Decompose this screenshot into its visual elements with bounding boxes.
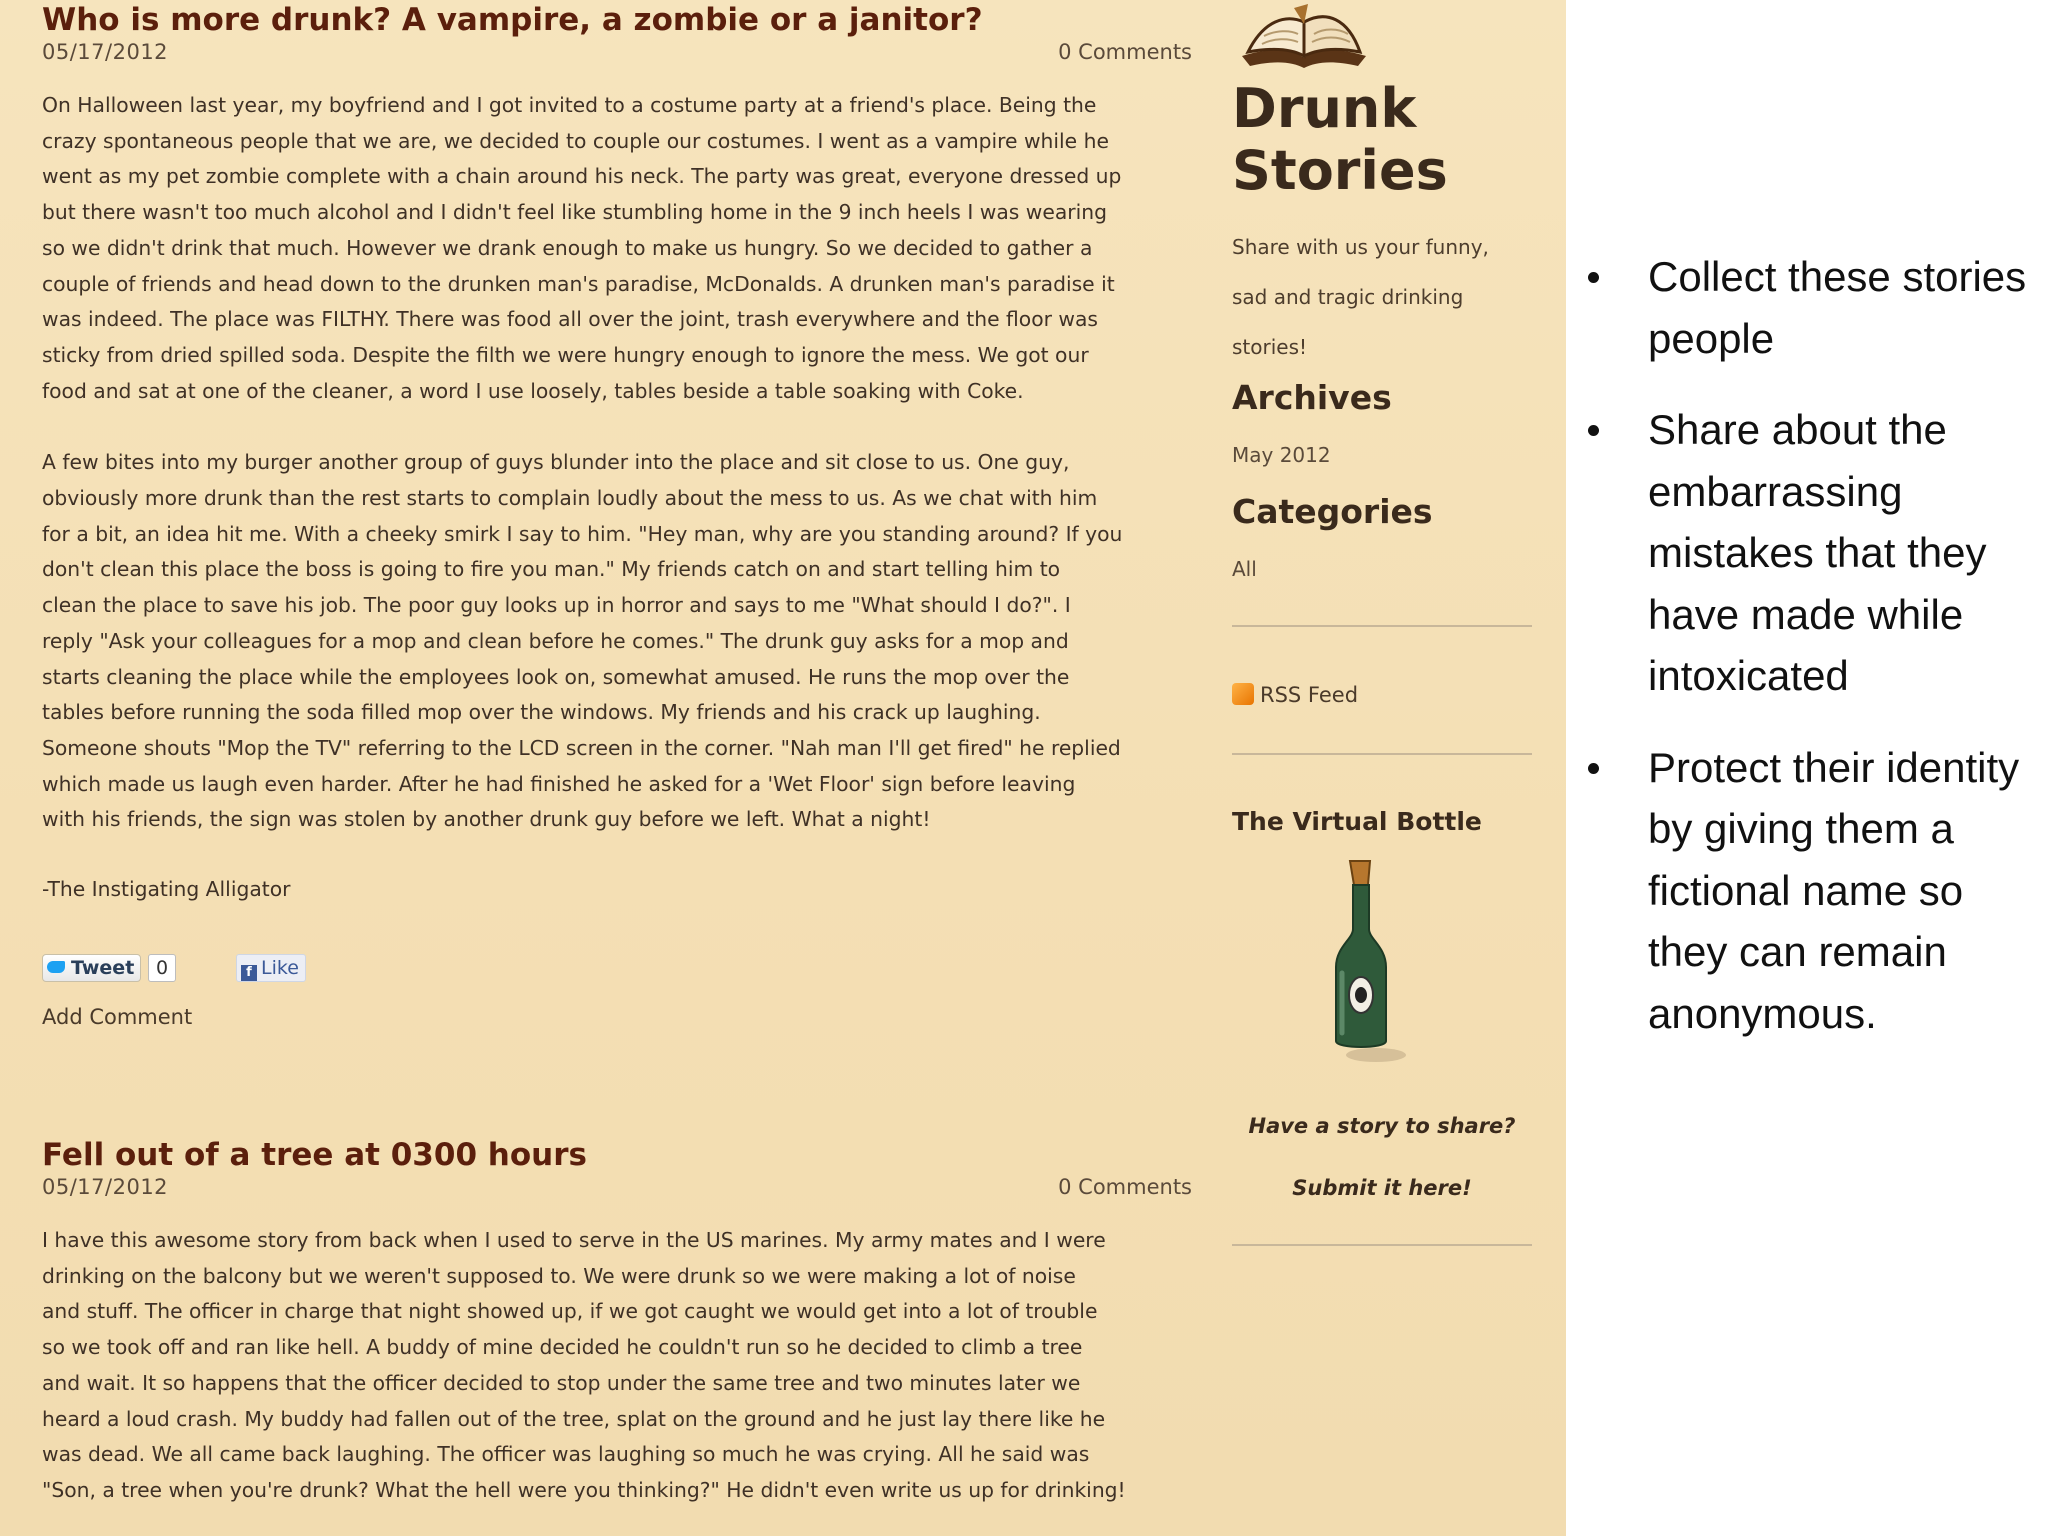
comments-link[interactable]: 0 Comments [1058,40,1192,64]
divider [1232,1244,1532,1246]
bullet-dot [1588,763,1599,774]
text-line: with his friends, the sign was stolen by another drunk guy before we left. What a night! [42,807,931,832]
main-column [42,0,1192,1502]
post-paragraph [42,445,1192,838]
text-line: sticky from dried spilled soda. Despite the filth we were hungry enough to ignore the mess. We got our [42,342,1089,367]
post-body [42,88,1192,838]
bullet-item [1580,737,2040,1045]
tagline-line: stories! [1232,335,1308,359]
archive-link-may-2012[interactable]: May 2012 [1232,443,1331,467]
open-book-icon [1234,0,1374,72]
blog-post [42,0,1192,1032]
text-line: don't clean this place the boss is going to fire you man." My friends catch on and start telling him to [42,557,1061,582]
site-tagline [1232,222,1532,372]
text-line: so we took off and ran like hell. A buddy of mine decided he couldn't run so he decided to climb a tree [42,1335,1083,1360]
rss-icon [1232,683,1254,705]
share-story-prompt: Have a story to share? [1248,1114,1516,1138]
slide-bullet-list [1580,246,2040,1044]
text-line: tables before running the soda filled mop over the windows. My friends and his crack up laughing. [42,700,1041,725]
text-line: but there wasn't too much alcohol and I didn't feel like stumbling home in the 9 inch heels I was wearing [42,200,1107,225]
bullet-item [1580,246,2040,369]
text-line: heard a loud crash. My buddy had fallen out of the tree, splat on the ground and he just lay there like he [42,1406,1106,1431]
text-line: food and sat at one of the cleaner, a word I use loosely, tables beside a table soaking with Coke. [42,378,1024,403]
rss-label: RSS Feed [1260,683,1359,707]
tweet-label: Tweet [71,957,135,980]
categories-heading: Categories [1232,492,1433,531]
bullet-text: Protect their identity by giving them a fictional name so they can remain anonymous. [1648,743,2020,1037]
post-title-link[interactable]: Fell out of a tree at 0300 hours [42,1137,587,1173]
like-label: Like [261,957,299,980]
text-line: On Halloween last year, my boyfriend and I got invited to a costume party at a friend's place. Being the [42,93,1097,117]
text-line: Someone shouts "Mop the TV" referring to the LCD screen in the corner. "Nah man I'll get fired" he replied [42,735,1121,760]
post-meta [42,40,1192,70]
blog-post [42,1135,1192,1509]
tagline-line: Share with us your funny, [1232,235,1489,259]
rss-feed-link[interactable] [1232,683,1358,707]
site-title-line: Drunk [1232,77,1417,140]
archives-heading: Archives [1232,378,1392,417]
facebook-like-button[interactable] [236,954,306,982]
post-date: 05/17/2012 [42,40,169,64]
text-line: was dead. We all came back laughing. The officer was laughing so much he was crying. All he said was [42,1442,1090,1467]
text-line: was indeed. The place was FILTHY. There was food all over the joint, trash everywhere and the floor was [42,307,1098,332]
share-row [42,952,1192,988]
submit-story-link[interactable]: Submit it here! [1292,1176,1472,1200]
tweet-count: 0 [148,954,176,982]
post-title-link[interactable]: Who is more drunk? A vampire, a zombie or a janitor? [42,2,983,38]
text-line: for a bit, an idea hit me. With a cheeky smirk I say to him. "Hey man, why are you standing around? If you [42,521,1123,546]
twitter-bird-icon [47,961,65,973]
bottle-icon[interactable] [1320,855,1410,1065]
add-comment-link[interactable]: Add Comment [42,1005,193,1030]
bullet-text: Collect these stories people [1648,253,2027,362]
text-line: drinking on the balcony but we weren't supposed to. We were drunk so we were making a lot of noise [42,1263,1076,1288]
text-line: crazy spontaneous people that we are, we decided to couple our costumes. I went as a vampire while he [42,128,1109,153]
text-line: went as my pet zombie complete with a chain around his neck. The party was great, everyone dressed up [42,164,1122,189]
post-meta [42,1175,1192,1205]
text-line: "Son, a tree when you're drunk? What the hell were you thinking?" He didn't even write us up for drinking! [42,1477,1126,1502]
post-paragraph [42,88,1192,409]
tagline-line: sad and tragic drinking [1232,285,1464,309]
text-line: and wait. It so happens that the officer decided to stop under the same tree and two minutes later we [42,1370,1081,1395]
text-line: I have this awesome story from back when I used to serve in the US marines. My army mates and I were [42,1228,1106,1252]
text-line: so we didn't drink that much. However we drank enough to make us hungry. So we decided to gather a [42,235,1093,260]
post-date: 05/17/2012 [42,1175,169,1199]
post-body [42,1223,1192,1509]
text-line: reply "Ask your colleagues for a mop and clean before he comes." The drunk guy asks for a mop and [42,628,1069,653]
category-link-all[interactable]: All [1232,557,1257,581]
site-title-line: Stories [1232,139,1448,202]
bullet-dot [1588,425,1599,436]
site-title[interactable] [1232,78,1448,202]
text-line: clean the place to save his job. The poor guy looks up in horror and says to me "What should I do?". I [42,593,1071,618]
virtual-bottle-heading: The Virtual Bottle [1232,807,1482,836]
bullet-text: Share about the embarrassing mistakes that they have made while intoxicated [1648,406,1987,699]
tweet-button[interactable] [42,954,141,982]
text-line: obviously more drunk than the rest starts to complain loudly about the mess to us. As we chat with him [42,486,1098,511]
post-paragraph [42,1223,1192,1509]
text-line: and stuff. The officer in charge that night showed up, if we got caught we would get into a lot of trouble [42,1299,1098,1324]
divider [1232,625,1532,627]
facebook-icon: f [241,965,257,981]
bullet-item [1580,399,2040,707]
bullet-dot [1588,272,1599,283]
divider [1232,753,1532,755]
text-line: A few bites into my burger another group of guys blunder into the place and sit close to us. One guy, [42,450,1070,475]
post-signature: -The Instigating Alligator [42,877,291,902]
text-line: starts cleaning the place while the employees look on, somewhat amused. He runs the mop over the [42,664,1070,689]
text-line: which made us laugh even harder. After he had finished he asked for a 'Wet Floor' sign before leaving [42,771,1076,796]
text-line: couple of friends and head down to the drunken man's paradise, McDonalds. A drunken man's paradise it [42,271,1115,296]
comments-link[interactable]: 0 Comments [1058,1175,1192,1199]
